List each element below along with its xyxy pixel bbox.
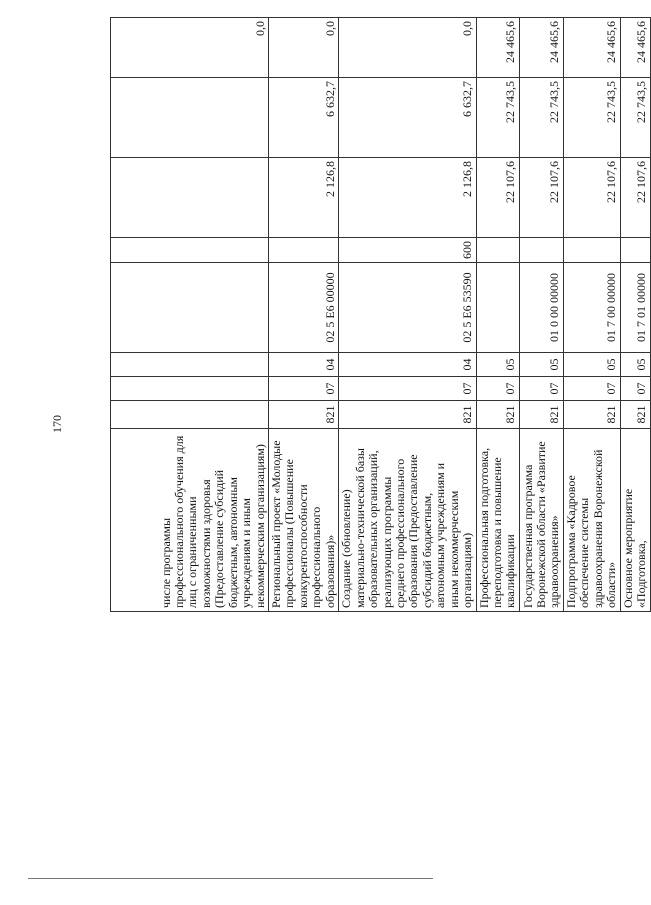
cell-gr bbox=[111, 401, 269, 429]
cell-pr: 05 bbox=[563, 353, 620, 377]
cell-y2: 22 743,5 bbox=[563, 78, 620, 158]
cell-gr: 821 bbox=[620, 401, 650, 429]
cell-name: Основное мероприятие «Подготовка, bbox=[620, 429, 650, 612]
cell-y3: 24 465,6 bbox=[519, 18, 563, 78]
table-row bbox=[519, 18, 563, 612]
cell-y1 bbox=[111, 158, 269, 238]
cell-vr bbox=[563, 238, 620, 263]
cell-gr: 821 bbox=[269, 401, 339, 429]
cell-pr: 05 bbox=[620, 353, 650, 377]
cell-name: Профессиональная подготовка, переподготовка и повышение квалификации bbox=[476, 429, 519, 612]
cell-csr: 01 7 00 00000 bbox=[563, 263, 620, 353]
table-row bbox=[339, 18, 476, 612]
table-row bbox=[563, 18, 620, 612]
cell-rz: 07 bbox=[269, 377, 339, 401]
cell-vr bbox=[476, 238, 519, 263]
cell-csr: 01 0 00 00000 bbox=[519, 263, 563, 353]
cell-rz: 07 bbox=[519, 377, 563, 401]
table-row bbox=[111, 18, 269, 612]
cell-rz: 07 bbox=[339, 377, 476, 401]
budget-table-rotated bbox=[110, 21, 649, 612]
cell-name: Создание (обновление) материально-технической базы образовательных организаций, реализующих программы среднего профессионального образования (Предоставление субсидий бюджетным, автономным учреждениям и иным некоммерческим организациям) bbox=[339, 429, 476, 612]
cell-pr: 04 bbox=[269, 353, 339, 377]
cell-gr: 821 bbox=[563, 401, 620, 429]
cell-y1: 22 107,6 bbox=[519, 158, 563, 238]
cell-rz: 07 bbox=[563, 377, 620, 401]
cell-name: Подпрограмма «Кадровое обеспечение системы здравоохранения Воронежской области» bbox=[563, 429, 620, 612]
page-number: 170 bbox=[50, 415, 64, 433]
cell-rz bbox=[111, 377, 269, 401]
cell-vr bbox=[519, 238, 563, 263]
cell-y3: 0,0 bbox=[269, 18, 339, 78]
cell-y2: 22 743,5 bbox=[620, 78, 650, 158]
cell-pr bbox=[111, 353, 269, 377]
cell-pr: 04 bbox=[339, 353, 476, 377]
budget-table bbox=[110, 17, 651, 612]
cell-y3: 0,0 bbox=[111, 18, 269, 78]
table-row bbox=[269, 18, 339, 612]
cell-pr: 05 bbox=[476, 353, 519, 377]
cell-pr: 05 bbox=[519, 353, 563, 377]
cell-gr: 821 bbox=[339, 401, 476, 429]
cell-rz: 07 bbox=[620, 377, 650, 401]
cell-name: Государственная программа Воронежской области «Развитие здравоохранения» bbox=[519, 429, 563, 612]
table-body bbox=[111, 18, 651, 612]
cell-y3: 24 465,6 bbox=[620, 18, 650, 78]
cell-vr: 600 bbox=[339, 238, 476, 263]
cell-name: Региональный проект «Молодые профессионалы (Повышение конкурентоспособности профессионального образования)» bbox=[269, 429, 339, 612]
cell-y3: 24 465,6 bbox=[476, 18, 519, 78]
cell-rz: 07 bbox=[476, 377, 519, 401]
cell-y2: 6 632,7 bbox=[339, 78, 476, 158]
cell-y1: 2 126,8 bbox=[339, 158, 476, 238]
cell-vr bbox=[111, 238, 269, 263]
cell-gr: 821 bbox=[476, 401, 519, 429]
cell-vr bbox=[620, 238, 650, 263]
cell-csr bbox=[111, 263, 269, 353]
cell-vr bbox=[269, 238, 339, 263]
footer-rule bbox=[28, 878, 433, 879]
cell-y2: 22 743,5 bbox=[519, 78, 563, 158]
cell-y1: 22 107,6 bbox=[476, 158, 519, 238]
cell-csr bbox=[476, 263, 519, 353]
cell-y3: 24 465,6 bbox=[563, 18, 620, 78]
cell-csr: 02 5 E6 53590 bbox=[339, 263, 476, 353]
cell-y1: 22 107,6 bbox=[620, 158, 650, 238]
cell-csr: 02 5 E6 00000 bbox=[269, 263, 339, 353]
cell-y1: 2 126,8 bbox=[269, 158, 339, 238]
table-row bbox=[476, 18, 519, 612]
cell-y2 bbox=[111, 78, 269, 158]
cell-y2: 22 743,5 bbox=[476, 78, 519, 158]
cell-y1: 22 107,6 bbox=[563, 158, 620, 238]
cell-y2: 6 632,7 bbox=[269, 78, 339, 158]
cell-name: числе программы профессионального обучения для лиц с ограниченными возможностями здоровья (Предоставление субсидий бюджетным, автономным учреждениям и иным некоммерческим организациям) bbox=[111, 429, 269, 612]
cell-y3: 0,0 bbox=[339, 18, 476, 78]
cell-gr: 821 bbox=[519, 401, 563, 429]
table-row bbox=[620, 18, 650, 612]
cell-csr: 01 7 01 00000 bbox=[620, 263, 650, 353]
